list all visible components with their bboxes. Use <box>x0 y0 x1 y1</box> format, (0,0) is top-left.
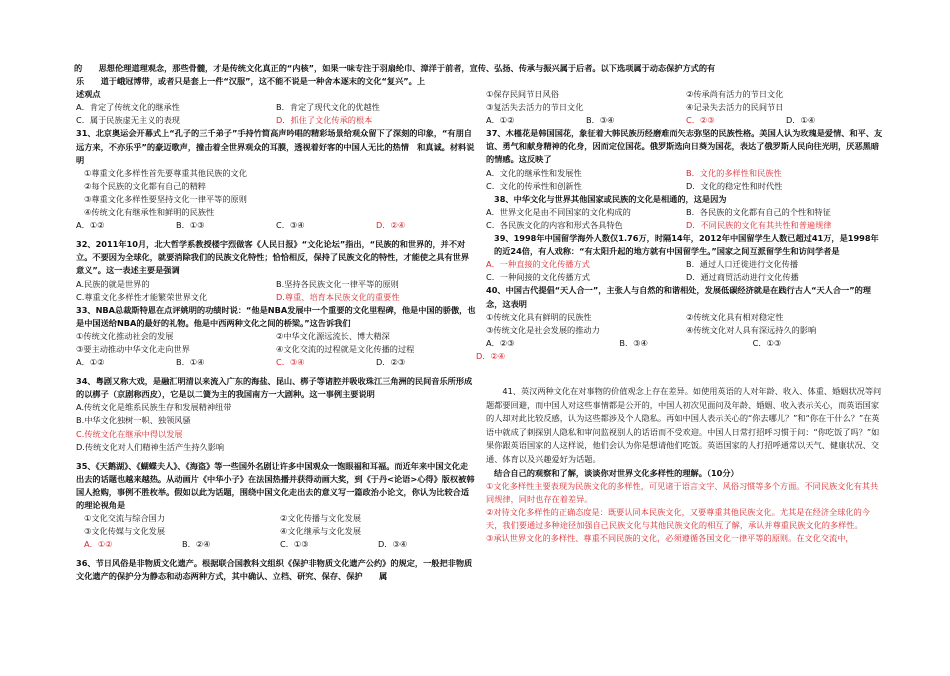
q30-text-line3: 述观点 <box>76 89 101 100</box>
q39-option-a[interactable]: A．一种直接的文化传播方式 <box>486 259 590 270</box>
q36-option-c[interactable]: C．②③ <box>686 115 715 126</box>
q31-item-1: ①尊重文化多样性首先要尊重其他民族的文化 <box>84 167 247 178</box>
q36-item-3: ③复活失去活力的节日文化 <box>486 102 584 113</box>
q34-option-a[interactable]: A.传统文化是维系民族生存和发展精神纽带 <box>76 402 232 413</box>
q35-item-1: ①文化交流与综合国力 <box>84 513 166 524</box>
q33-item-2: ②中华文化源远流长、博大精深 <box>276 330 390 341</box>
q30-option-a[interactable]: A．肯定了传统文化的继承性 <box>76 102 180 113</box>
q31-option-d[interactable]: D．②④ <box>376 220 406 231</box>
q36-item-1: ①保存民间节日风俗 <box>486 89 559 99</box>
q33-options <box>76 356 476 369</box>
q40-option-b[interactable]: B．③④ <box>619 337 648 348</box>
q36-item-4: ④记录失去活力的民间节日 <box>686 102 784 113</box>
q41-answer-2: ②对待文化多样性的正确态度是：既要认同本民族文化，又要尊重其他民族文化。尤其是在经济全球化的今天，我们要通过多种途径加强自己民族文化与其他民族文化的相互了解，承认并尊重民族文化的多样性。 <box>486 506 870 530</box>
q35-items-row2 <box>76 525 476 538</box>
q30-option-d[interactable]: D．抓住了文化传承的根本 <box>276 115 373 126</box>
q31-item-4: ④传统文化有继承性和鲜明的民族性 <box>84 207 215 218</box>
q33-item-1: ①传统文化推动社会的发展 <box>76 330 174 341</box>
q30-options-row1 <box>76 101 476 114</box>
q41-task: 结合自己的观察和了解，谈谈你对世界文化多样性的理解。（10分） <box>494 467 739 478</box>
q39-stem: 39、1998年中国留学海外人数仅1.76万，时隔14年，2012年中国留学生人数已超过41万，是1998年的近24倍，有人戏称：“有太阳升起的地方就有中国留学生。”国家之间互派留学生和访问学者是 <box>494 233 879 257</box>
q39-option-d[interactable]: D．通过商贸活动进行文化传播 <box>686 272 799 283</box>
q33-item-4: ④文化交流的过程就是文化传播的过程 <box>276 343 415 354</box>
q32-option-a[interactable]: A.民族的就是世界的 <box>76 278 150 289</box>
q37-option-c[interactable]: C．文化的传承性和创新性 <box>486 180 582 191</box>
q36-option-d[interactable]: D．①④ <box>786 115 816 126</box>
q41-answer-1: ①文化多样性主要表现为民族文化的多样性，可见诸于语言文字、风俗习惯等多个方面。不同民族文化有其共同规律，同时也存在着差异。 <box>486 480 879 504</box>
q40-stem: 40、中国古代提倡“天人合一”，主张人与自然的和谐相处，发展低碳经济就是在践行古人“天人合一”的理念，这表明 <box>486 285 871 309</box>
q35-items-row1 <box>76 512 476 525</box>
q33-item-3: ③要主动推动中华文化走向世界 <box>76 343 190 354</box>
q33-items-row2 <box>76 343 476 356</box>
q39-option-b[interactable]: B．通过人口迁徙进行文化传播 <box>686 259 799 270</box>
q35-item-3: ③文化传媒与文化发展 <box>84 526 166 537</box>
q30-options-row2 <box>76 114 476 127</box>
q30-text-line1: 的 思想伦理道理观念，那些骨髓，才是传统文化真正的“内核”，如果一味专注于羽扇纶巾、漳洋于前者，宣传、弘扬、传承与振兴属于后者。以下选项属于动态保护方式的有 <box>74 63 716 73</box>
q36-options <box>486 114 886 127</box>
q35-stem: 35、《天鹅湖》、《蝴蝶夫人》、《海盗》等一些国外名剧让许多中国观众一饱眼福和耳福。而近年来中国文化走出去的话题也越来越热。从动画片《中华小子》在法国热播并获得动画大奖，到《于丹<论语>心得》版权被韩国人抢购，事例不胜枚举。假如以此为话题，围绕中国文化走出去的意义写一篇政治小论文，你认为比较合适的理论视角是 <box>76 460 475 510</box>
q33-stem: 33、NBA总裁斯特恩在点评姚明的功绩时说：“他是NBA发展中一个重要的文化里程碑，他是中国的骄傲，也是中国送给NBA的最好的礼物。他是中西两种文化之间的桥梁。”这告诉我们 <box>76 304 476 328</box>
q32-options-row1 <box>76 278 476 291</box>
q32-option-d[interactable]: D.尊重、培育本民族文化的重要性 <box>276 291 400 302</box>
q37-stem: 37、木槿花是韩国国花，象征着大韩民族历经磨难而矢志弥坚的民族性格。美国人认为玫瑰是爱情、和平、友谊、勇气和献身精神的化身，因而定位国花。俄罗斯选向日葵为国花，表达了俄罗斯人民向往光明，厌恶黑暗的情感。这反映了 <box>486 128 883 165</box>
q38-stem: 38、中华文化与世界其他国家或民族的文化是相通的，这是因为 <box>494 193 727 204</box>
q30-option-c[interactable]: C．属于民族虚无主义的表现 <box>76 115 180 126</box>
q38-options-row1 <box>486 206 886 219</box>
q36-option-b[interactable]: B．③④ <box>586 115 615 126</box>
q30-option-b[interactable]: B．肯定了现代文化的优越性 <box>276 102 380 113</box>
q34-option-c[interactable]: C.传统文化在继承中得以发展 <box>76 428 183 439</box>
q37-option-a[interactable]: A．文化的继承性和发展性 <box>486 167 582 178</box>
q34-option-d[interactable]: D.传统文化对人们精神生活产生持久影响 <box>76 441 225 452</box>
q36-items-row1 <box>486 88 886 101</box>
q39-options-row1 <box>486 258 886 271</box>
q40-item-2: ②传统文化具有相对稳定性 <box>686 311 784 322</box>
q33-option-a[interactable]: A．①② <box>76 357 105 368</box>
q33-option-c[interactable]: C．③④ <box>276 357 305 368</box>
q35-item-2: ②文化传播与文化发展 <box>280 513 362 524</box>
q32-option-b[interactable]: B.坚持各民族文化一律平等的原则 <box>276 278 399 289</box>
q35-option-b[interactable]: B．②④ <box>182 539 211 550</box>
q35-options <box>76 538 476 551</box>
q32-option-c[interactable]: C.尊重文化多样性才能繁荣世界文化 <box>76 291 208 302</box>
q31-stem: 31、北京奥运会开幕式上“孔子的三千弟子”手持竹简高声吟唱的精彩场景给观众留下了深刻的印象，“有朋自远方来，不亦乐乎”的豪迈歌声，撞击着全世界观众的耳膜，透视着好客的中国人无比的热情 和真诚。材料说明 <box>76 128 475 165</box>
q40-items-row2 <box>486 324 886 337</box>
q34-stem: 34、粤剧又称大戏，是融汇明清以来流入广东的海盐、昆山、梆子等诸腔并吸收珠江三角洲的民间音乐所形成的以梆子（京剧称西皮），它是以二簧为主的我国南方一大剧种。这一事例主要说明 <box>76 376 473 400</box>
q40-item-1: ①传统文化具有鲜明的民族性 <box>486 311 592 322</box>
q37-option-d[interactable]: D．文化的稳定性和时代性 <box>686 180 783 191</box>
q37-options-row1 <box>486 167 886 180</box>
q31-option-c[interactable]: C．③④ <box>276 220 305 231</box>
q37-options-row2 <box>486 180 886 193</box>
q32-stem: 32、2011年10月，北大哲学系教授楼宇烈做客《人民日报》“文化论坛”指出，“民族的和世界的，并不对立。不要因为全球化，就要消除我们的民族文化特性；恰恰相反，保持了民族文化的特性，才能使之具有世界意义”。这一表述主要是强调 <box>76 239 470 276</box>
q35-item-4: ④文化继承与文化发展 <box>280 526 362 537</box>
q31-item-3: ③尊重文化多样性要坚持文化一律平等的原则 <box>84 193 247 204</box>
q40-item-4: ④传统文化对人具有深远持久的影响 <box>686 324 817 335</box>
q37-option-b[interactable]: B．文化的多样性和民族性 <box>686 167 782 178</box>
q31-option-b[interactable]: B．①③ <box>176 220 205 231</box>
q39-options-row2 <box>486 271 886 284</box>
q34-option-b[interactable]: B.中华文化独树一帜、独领风骚 <box>76 415 191 426</box>
q36-item-2: ②传承尚有活力的节日文化 <box>686 89 784 99</box>
q38-option-d[interactable]: D．不同民族的文化有其共性和普遍规律 <box>686 219 832 230</box>
q36-option-a[interactable]: A．①② <box>486 115 515 126</box>
q36-stem: 36、节日风俗是非物质文化遗产。根据联合国教科文组织《保护非物质文化遗产公约》的规定，一般把非物质文化遗产的保护分为静态和动态两种方式，其中确认、立档、研究、保存、保护 属 <box>76 558 473 582</box>
q38-option-c[interactable]: C．各民族文化的内容和形式各具特色 <box>486 219 623 230</box>
q31-options <box>76 219 476 232</box>
q38-option-b[interactable]: B．各民族的文化都有自己的个性和特征 <box>686 206 831 217</box>
q33-option-b[interactable]: B．①④ <box>176 357 205 368</box>
q31-item-2: ②每个民族的文化都有自己的精粹 <box>84 180 206 191</box>
q40-items-row1 <box>486 311 886 324</box>
q32-options-row2 <box>76 291 476 304</box>
q41-answer-3: ③承认世界文化的多样性、尊重不同民族的文化，必须遵循各国文化一律平等的原则。在文化交流中， <box>486 533 854 543</box>
q35-option-c[interactable]: C．①③ <box>280 539 309 550</box>
q40-option-d[interactable]: D．②④ <box>476 350 506 361</box>
q38-options-row2 <box>486 219 886 232</box>
q40-options <box>486 337 886 350</box>
q30-text-line2: 乐 道于峨冠博带，或者只是套上一件“汉服”，这不能不说是一种舍本逐末的文化“复兴”。上 <box>76 76 426 87</box>
q39-option-c[interactable]: C．一种间接的文化传播方式 <box>486 272 590 283</box>
q40-item-3: ③传统文化是社会发展的推动力 <box>486 324 600 335</box>
q38-option-a[interactable]: A．世界文化是由不同国家的文化构成的 <box>486 206 631 217</box>
q35-option-d[interactable]: D．③④ <box>378 539 408 550</box>
q31-option-a[interactable]: A．①② <box>76 220 105 231</box>
q40-option-c[interactable]: C．①③ <box>752 337 782 348</box>
q36-items-row2 <box>486 101 886 114</box>
q41-passage: 41、英汉两种文化在对事物的价值观念上存在差异。如使用英语的人对年龄、收入、体重、婚姻状况等问题都要回避，而中国人对这些事情都是公开的，中国人初次见面问及年龄、婚姻、收入表示关心，而英语国家的人却对此比较反感，认为这些都涉及个人隐私。再如中国人表示关心的“你去哪儿？”和“你在干什么？”在英语中就成了刺探别人隐私和审问监视别人的话语而不受欢迎。中国人日常打招呼习惯于问：“你吃饭了吗？”如果你跟英语国家的人这样说，他们会认为你是想请他们吃饭。英语国家的人打招呼通常以天气、健康状况、交通、体育以及兴趣爱好为话题。 <box>486 385 882 464</box>
q35-option-a[interactable]: A．①② <box>84 539 113 550</box>
right-column <box>476 88 886 545</box>
q40-option-a[interactable]: A．②③ <box>486 337 515 348</box>
q33-option-d[interactable]: D．②③ <box>376 357 406 368</box>
q33-items-row1 <box>76 330 476 343</box>
